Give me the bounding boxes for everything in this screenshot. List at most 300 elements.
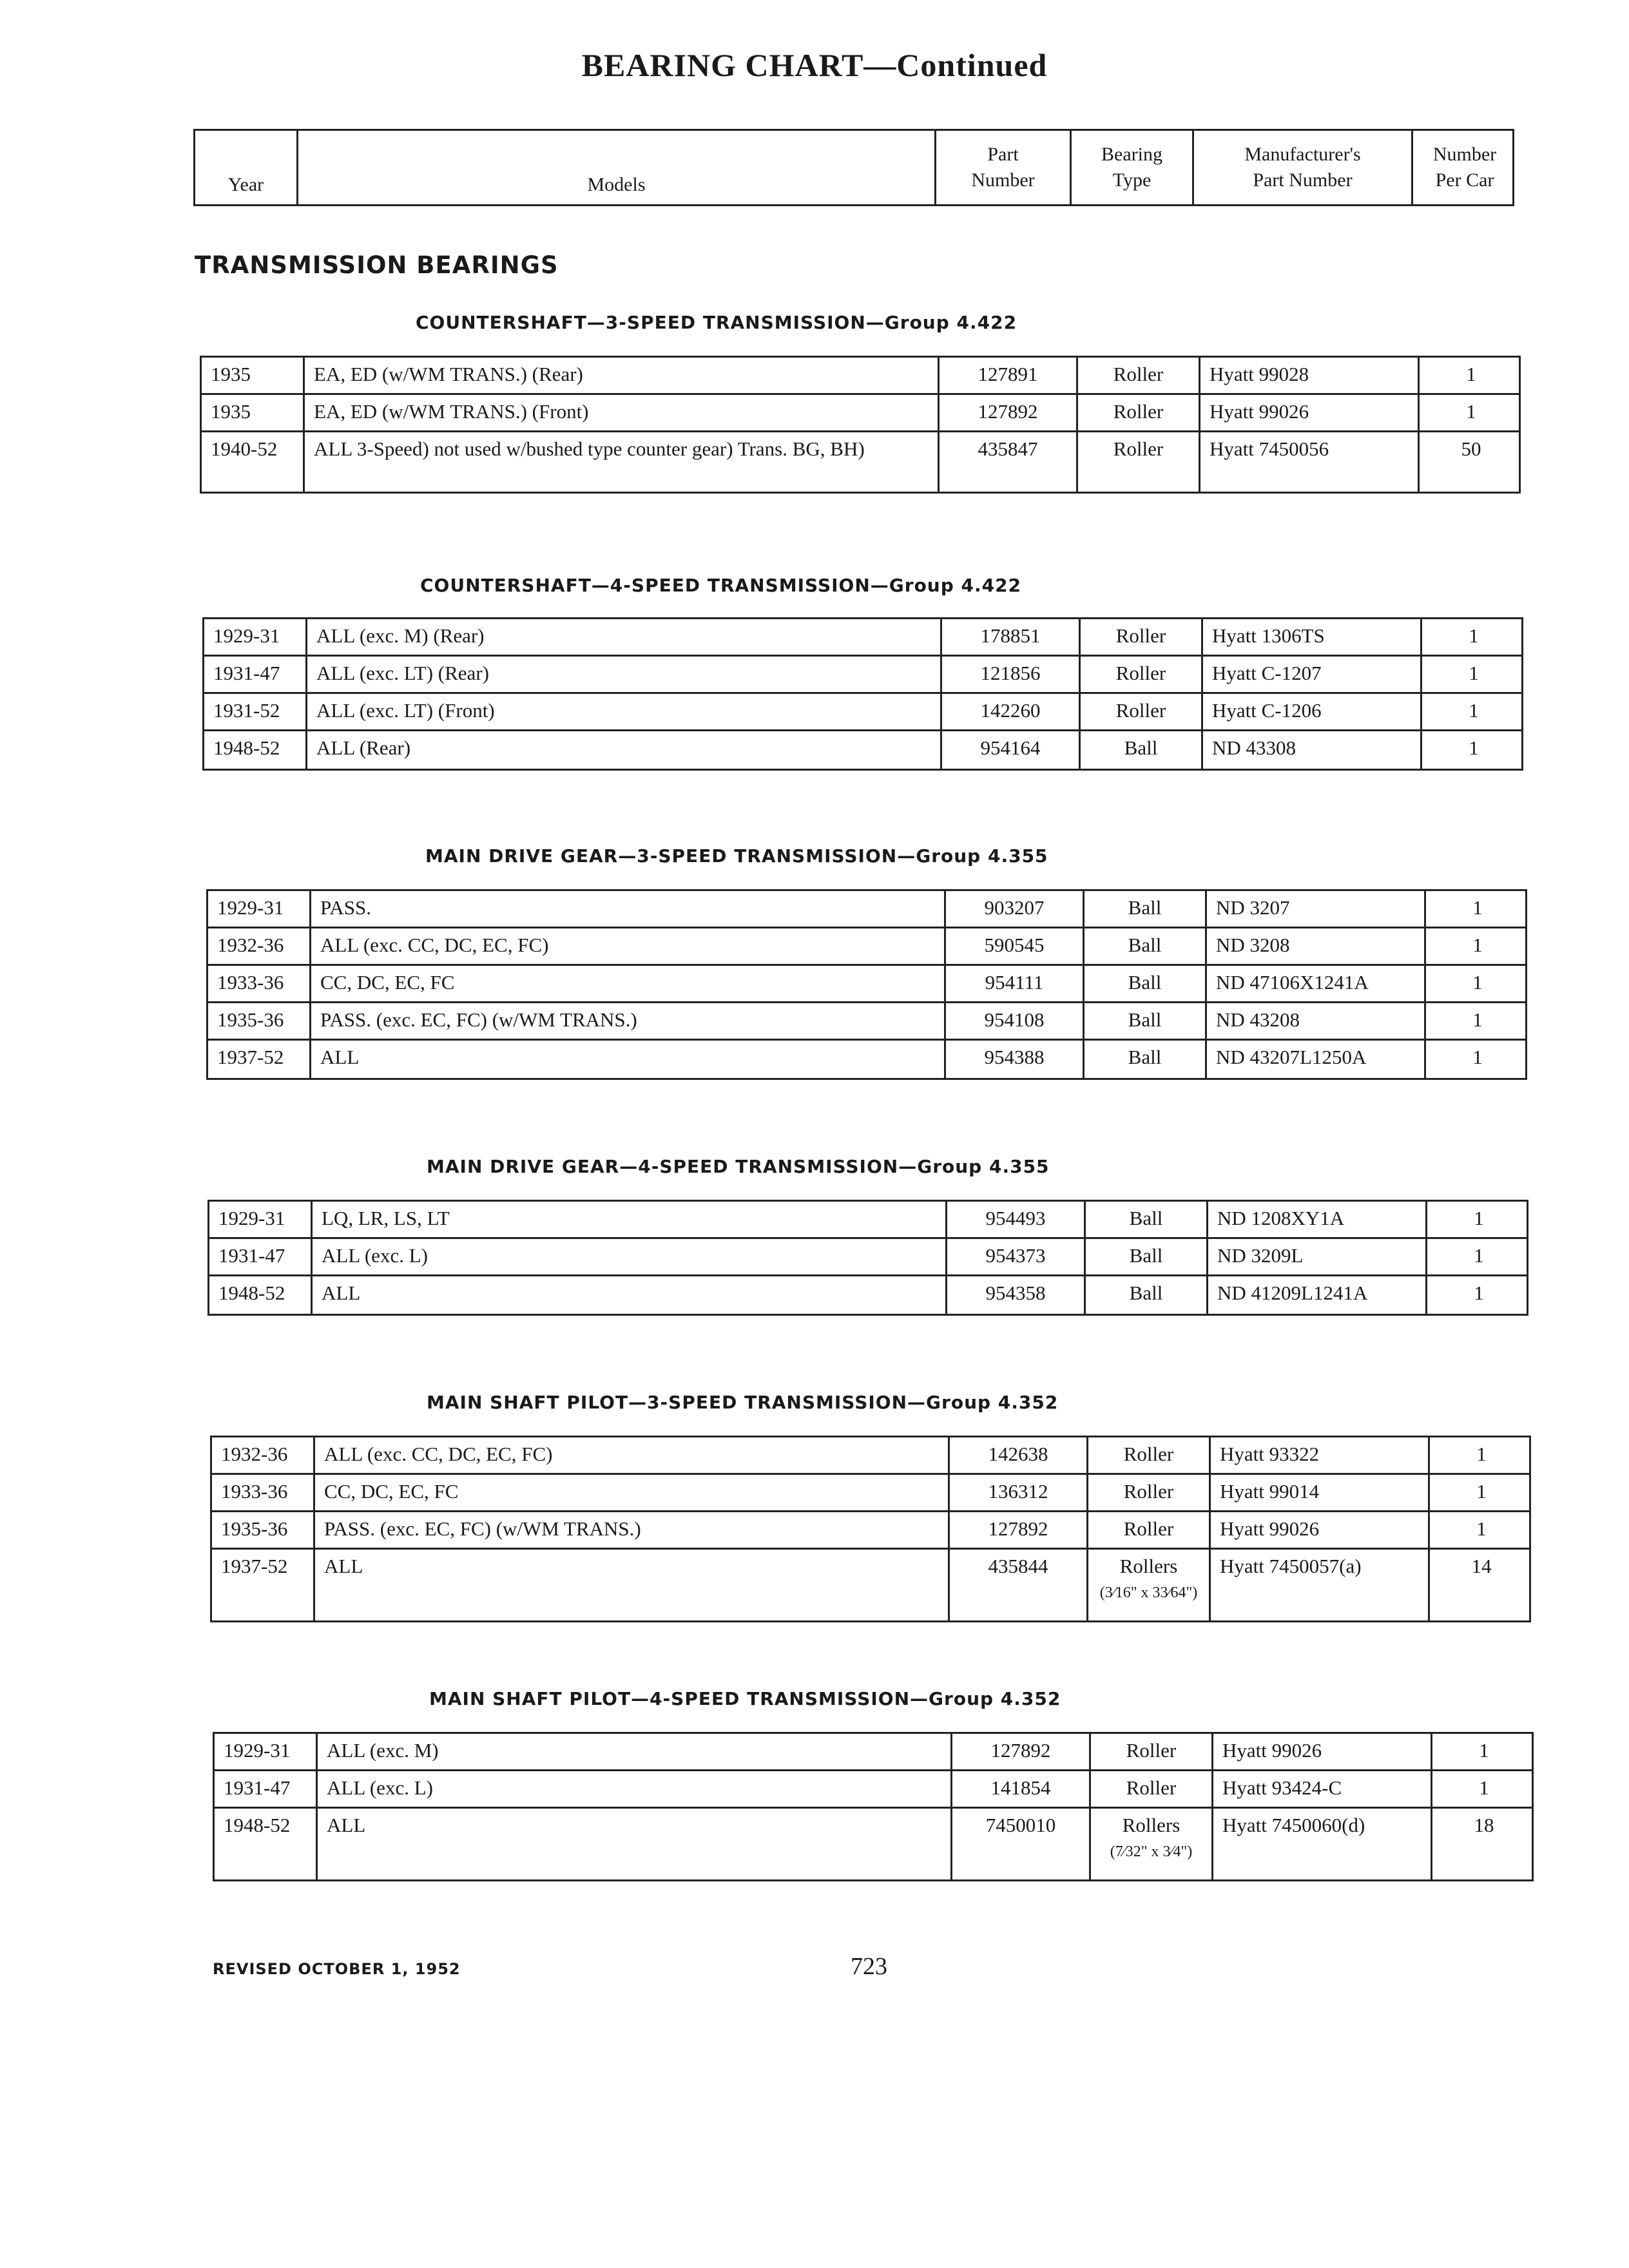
models-cell	[305, 432, 940, 492]
bearing-type-cell-text: Roller	[1126, 1776, 1177, 1799]
models-cell-text: LQ, LR, LS, LT	[322, 1207, 450, 1229]
mfr-part-number-cell	[1200, 395, 1420, 430]
models-cell-text: ALL (exc. CC, DC, EC, FC)	[324, 1443, 553, 1465]
bearing-type-cell-text: Roller	[1115, 662, 1166, 684]
part-number-cell	[952, 1734, 1091, 1769]
group-title: MAIN DRIVE GEAR—3-SPEED TRANSMISSION—Group 4.355	[425, 845, 1048, 867]
bearing-type-cell	[1088, 1475, 1211, 1510]
part-number-cell-text: 903207	[984, 896, 1045, 919]
header-models: Models	[298, 131, 936, 204]
models-cell	[311, 891, 946, 927]
table-row	[215, 1809, 1532, 1879]
number-per-car-cell	[1432, 1734, 1536, 1769]
models-cell-text: PASS. (exc. EC, FC) (w/WM TRANS.)	[320, 1008, 637, 1031]
number-per-car-cell-text: 18	[1474, 1814, 1494, 1836]
models-cell-text: CC, DC, EC, FC	[324, 1480, 459, 1503]
mfr-part-number-cell	[1211, 1437, 1430, 1473]
models-cell-text: CC, DC, EC, FC	[320, 971, 455, 994]
year-cell-text: 1931-52	[213, 699, 280, 722]
mfr-part-number-cell-text: Hyatt C-1207	[1212, 662, 1322, 684]
header-bearing-type: Bearing Type	[1072, 131, 1194, 204]
models-cell-text: PASS.	[320, 896, 372, 919]
year-cell	[208, 966, 311, 1001]
table-row	[215, 1771, 1532, 1809]
bearing-type-cell	[1086, 1202, 1208, 1237]
part-number-cell-text: 127891	[978, 363, 1038, 385]
mfr-part-number-cell-text: ND 3207	[1216, 896, 1290, 919]
section-title: TRANSMISSION BEARINGS	[195, 251, 559, 279]
mfr-part-number-cell-text: Hyatt 99026	[1210, 400, 1309, 423]
number-per-car-cell-text: 1	[1472, 896, 1483, 919]
mfr-part-number-cell	[1211, 1550, 1430, 1620]
table-row	[202, 432, 1519, 492]
bearing-type-cell	[1084, 966, 1207, 1001]
part-number-cell	[947, 1276, 1086, 1314]
models-cell	[318, 1734, 952, 1769]
bearing-type-cell-text: Ball	[1129, 1244, 1163, 1267]
models-cell-text: EA, ED (w/WM TRANS.) (Front)	[314, 400, 589, 423]
models-cell-text: ALL	[320, 1046, 360, 1068]
year-cell-text: 1935	[211, 363, 251, 385]
year-cell	[212, 1475, 315, 1510]
bearing-type-cell	[1084, 1003, 1207, 1039]
table-row	[208, 891, 1525, 928]
number-per-car-cell	[1420, 395, 1523, 430]
number-per-car-cell	[1427, 1239, 1530, 1274]
year-cell	[209, 1239, 313, 1274]
number-per-car-cell	[1420, 358, 1523, 393]
models-cell	[313, 1239, 947, 1274]
models-cell-text: ALL	[327, 1814, 366, 1836]
models-cell-text: ALL 3-Speed) not used w/bushed type counter gear) Trans. BG, BH)	[314, 437, 865, 460]
bearing-table	[202, 617, 1523, 771]
models-cell-text: ALL (exc. M) (Rear)	[316, 624, 485, 647]
models-cell	[305, 395, 940, 430]
number-per-car-cell-text: 1	[1476, 1480, 1487, 1503]
part-number-cell	[940, 432, 1078, 492]
bearing-table	[210, 1436, 1531, 1622]
mfr-part-number-cell	[1207, 966, 1426, 1001]
number-per-car-cell-text: 1	[1469, 624, 1479, 647]
part-number-cell-text: 127892	[988, 1517, 1048, 1540]
table-row	[212, 1437, 1529, 1475]
number-per-car-cell	[1426, 1003, 1529, 1039]
year-cell-text: 1929-31	[218, 1207, 285, 1229]
models-cell	[313, 1202, 947, 1237]
year-cell-text: 1948-52	[224, 1814, 291, 1836]
mfr-part-number-cell-text: ND 3208	[1216, 934, 1290, 956]
number-per-car-cell	[1427, 1202, 1530, 1237]
year-cell-text: 1935	[211, 400, 251, 423]
part-number-cell-text: 954373	[985, 1244, 1046, 1267]
bearing-type-cell	[1081, 657, 1203, 692]
year-cell	[212, 1512, 315, 1548]
part-number-cell-text: 7450010	[985, 1814, 1056, 1836]
year-cell	[204, 694, 307, 729]
bearing-type-cell-text: Roller	[1115, 624, 1166, 647]
models-cell	[318, 1771, 952, 1807]
number-per-car-cell	[1426, 966, 1529, 1001]
bearing-type-cell-text: Roller	[1113, 437, 1164, 460]
models-cell	[318, 1809, 952, 1879]
part-number-cell	[940, 358, 1078, 393]
roller-size-note: (7⁄32" x 3⁄4")	[1110, 1843, 1193, 1860]
number-per-car-cell	[1426, 928, 1529, 964]
models-cell	[315, 1550, 950, 1620]
models-cell	[311, 1041, 946, 1078]
year-cell-text: 1948-52	[218, 1282, 285, 1304]
bearing-type-cell	[1088, 1550, 1211, 1620]
number-per-car-cell	[1422, 657, 1525, 692]
bearing-type-cell	[1081, 694, 1203, 729]
bearing-type-cell	[1091, 1809, 1213, 1879]
mfr-part-number-cell-text: ND 1208XY1A	[1217, 1207, 1345, 1229]
models-cell	[315, 1437, 950, 1473]
models-cell	[311, 966, 946, 1001]
part-number-cell-text: 142638	[988, 1443, 1048, 1465]
mfr-part-number-cell-text: ND 43207L1250A	[1216, 1046, 1367, 1068]
models-cell-text: ALL (exc. CC, DC, EC, FC)	[320, 934, 549, 956]
mfr-part-number-cell	[1208, 1276, 1427, 1314]
part-number-cell	[947, 1239, 1086, 1274]
mfr-part-number-cell	[1211, 1512, 1430, 1548]
models-cell	[307, 657, 942, 692]
year-cell-text: 1937-52	[217, 1046, 284, 1068]
year-cell-text: 1933-36	[221, 1480, 288, 1503]
mfr-part-number-cell-text: Hyatt 99014	[1220, 1480, 1320, 1503]
year-cell	[204, 619, 307, 655]
table-row	[208, 1041, 1525, 1078]
number-per-car-cell	[1422, 619, 1525, 655]
bearing-type-cell-text: Roller	[1115, 699, 1166, 722]
year-cell	[212, 1550, 315, 1620]
number-per-car-cell-text: 1	[1474, 1244, 1484, 1267]
part-number-cell-text: 136312	[988, 1480, 1048, 1503]
part-number-cell-text: 954493	[985, 1207, 1046, 1229]
mfr-part-number-cell-text: ND 41209L1241A	[1217, 1282, 1368, 1304]
number-per-car-cell	[1420, 432, 1523, 492]
part-number-cell-text: 954108	[984, 1008, 1045, 1031]
mfr-part-number-cell	[1207, 1003, 1426, 1039]
bearing-type-cell	[1078, 432, 1200, 492]
number-per-car-cell-text: 1	[1476, 1517, 1487, 1540]
bearing-type-cell	[1091, 1734, 1213, 1769]
number-per-car-cell-text: 1	[1472, 1008, 1483, 1031]
part-number-cell-text: 954164	[980, 736, 1041, 759]
bearing-type-cell-text: Ball	[1124, 736, 1158, 759]
year-cell	[202, 432, 305, 492]
number-per-car-cell-text: 1	[1476, 1443, 1487, 1465]
year-cell	[204, 657, 307, 692]
models-cell-text: ALL (exc. LT) (Rear)	[316, 662, 489, 684]
part-number-cell	[947, 1202, 1086, 1237]
models-cell	[307, 694, 942, 729]
number-per-car-cell-text: 1	[1466, 363, 1476, 385]
bearing-type-cell-text: Roller	[1126, 1739, 1177, 1762]
table-row	[202, 395, 1519, 432]
year-cell-text: 1931-47	[218, 1244, 285, 1267]
bearing-type-cell	[1078, 358, 1200, 393]
header-number-per-car: Number Per Car	[1432, 144, 1497, 191]
year-cell	[202, 358, 305, 393]
year-cell	[208, 928, 311, 964]
year-cell-text: 1935-36	[221, 1517, 288, 1540]
bearing-type-cell	[1084, 1041, 1207, 1078]
mfr-part-number-cell	[1203, 657, 1422, 692]
year-cell	[215, 1771, 318, 1807]
models-cell-text: ALL (Rear)	[316, 736, 411, 759]
number-per-car-cell	[1430, 1437, 1533, 1473]
number-per-car-cell-text: 1	[1469, 662, 1479, 684]
mfr-part-number-cell	[1200, 358, 1420, 393]
number-per-car-cell-text: 1	[1472, 971, 1483, 994]
mfr-part-number-cell	[1207, 1041, 1426, 1078]
part-number-cell	[942, 619, 1081, 655]
bearing-type-cell-text: Ball	[1128, 1046, 1162, 1068]
bearing-type-cell-text: Roller	[1113, 400, 1164, 423]
part-number-cell	[942, 694, 1081, 729]
table-row	[208, 1003, 1525, 1041]
bearing-table	[206, 889, 1527, 1080]
mfr-part-number-cell-text: Hyatt 93322	[1220, 1443, 1320, 1465]
mfr-part-number-cell-text: Hyatt 7450060(d)	[1222, 1814, 1365, 1836]
models-cell	[307, 731, 942, 769]
bearing-type-cell	[1078, 395, 1200, 430]
mfr-part-number-cell	[1207, 928, 1426, 964]
part-number-cell-text: 127892	[990, 1739, 1051, 1762]
bearing-type-cell-text: Ball	[1128, 971, 1162, 994]
mfr-part-number-cell-text: Hyatt 99028	[1210, 363, 1309, 385]
group-title: COUNTERSHAFT—4-SPEED TRANSMISSION—Group 4.422	[420, 575, 1022, 596]
number-per-car-cell-text: 1	[1469, 699, 1479, 722]
part-number-cell	[946, 1003, 1084, 1039]
table-row	[209, 1276, 1527, 1314]
number-per-car-cell-text: 1	[1469, 736, 1479, 759]
year-cell-text: 1931-47	[213, 662, 280, 684]
models-cell	[311, 1003, 946, 1039]
part-number-cell-text: 178851	[980, 624, 1041, 647]
bearing-type-cell	[1086, 1276, 1208, 1314]
year-cell-text: 1932-36	[217, 934, 284, 956]
year-cell	[209, 1276, 313, 1314]
mfr-part-number-cell-text: Hyatt C-1206	[1212, 699, 1322, 722]
bearing-table	[207, 1200, 1528, 1316]
bearing-type-cell-text: Ball	[1128, 896, 1162, 919]
part-number-cell-text: 142260	[980, 699, 1041, 722]
group-title: MAIN SHAFT PILOT—3-SPEED TRANSMISSION—Group 4.352	[427, 1392, 1059, 1413]
part-number-cell-text: 141854	[990, 1776, 1051, 1799]
part-number-cell-text: 127892	[978, 400, 1038, 423]
part-number-cell	[946, 891, 1084, 927]
year-cell	[208, 891, 311, 927]
number-per-car-cell	[1430, 1550, 1533, 1620]
bearing-type-cell-text: Roller	[1123, 1517, 1174, 1540]
number-per-car-cell	[1432, 1809, 1536, 1879]
part-number-cell-text: 590545	[984, 934, 1045, 956]
bearing-type-cell	[1084, 928, 1207, 964]
mfr-part-number-cell-text: ND 43308	[1212, 736, 1296, 759]
part-number-cell-text: 954358	[985, 1282, 1046, 1304]
table-row	[202, 358, 1519, 395]
year-cell	[202, 395, 305, 430]
number-per-car-cell-text: 1	[1474, 1207, 1484, 1229]
bearing-type-cell	[1081, 619, 1203, 655]
year-cell-text: 1931-47	[224, 1776, 291, 1799]
models-cell-text: EA, ED (w/WM TRANS.) (Rear)	[314, 363, 583, 385]
table-row	[215, 1734, 1532, 1771]
bearing-type-cell	[1084, 891, 1207, 927]
part-number-cell	[940, 395, 1078, 430]
part-number-cell	[942, 657, 1081, 692]
models-cell	[311, 928, 946, 964]
header-year: Year	[195, 131, 298, 204]
number-per-car-cell	[1426, 891, 1529, 927]
part-number-cell-text: 954111	[985, 971, 1044, 994]
mfr-part-number-cell	[1203, 731, 1422, 769]
mfr-part-number-cell	[1211, 1475, 1430, 1510]
mfr-part-number-cell-text: Hyatt 99026	[1220, 1517, 1320, 1540]
models-cell-text: ALL (exc. L)	[322, 1244, 428, 1267]
mfr-part-number-cell	[1213, 1771, 1432, 1807]
number-per-car-cell-text: 50	[1461, 437, 1481, 460]
year-cell	[204, 731, 307, 769]
models-cell	[313, 1276, 947, 1314]
table-row	[204, 619, 1521, 657]
bearing-type-cell-text: Ball	[1128, 1008, 1162, 1031]
column-header-table	[193, 129, 1514, 206]
header-mfr-part-number: Manufacturer's Part Number	[1194, 131, 1413, 204]
mfr-part-number-cell-text: ND 3209L	[1217, 1244, 1304, 1267]
part-number-cell	[950, 1437, 1088, 1473]
year-cell-text: 1940-52	[211, 437, 278, 460]
number-per-car-cell	[1422, 694, 1525, 729]
bearing-type-cell-text: Roller	[1123, 1443, 1174, 1465]
year-cell-text: 1929-31	[224, 1739, 291, 1762]
year-cell	[215, 1809, 318, 1879]
table-row	[208, 966, 1525, 1003]
table-row	[204, 731, 1521, 769]
year-cell-text: 1929-31	[213, 624, 280, 647]
year-cell-text: 1937-52	[221, 1555, 288, 1577]
mfr-part-number-cell	[1213, 1809, 1432, 1879]
revised-date: REVISED OCTOBER 1, 1952	[213, 1960, 461, 1978]
number-per-car-cell-text: 1	[1474, 1282, 1484, 1304]
mfr-part-number-cell	[1207, 891, 1426, 927]
mfr-part-number-cell	[1203, 619, 1422, 655]
page-number: 723	[851, 1953, 887, 1980]
mfr-part-number-cell	[1213, 1734, 1432, 1769]
bearing-type-cell-text: Ball	[1129, 1207, 1163, 1229]
part-number-cell-text: 121856	[980, 662, 1041, 684]
group-title: MAIN DRIVE GEAR—4-SPEED TRANSMISSION—Group 4.355	[427, 1156, 1050, 1177]
part-number-cell	[946, 928, 1084, 964]
year-cell	[208, 1041, 311, 1078]
year-cell-text: 1933-36	[217, 971, 284, 994]
number-per-car-cell	[1430, 1475, 1533, 1510]
number-per-car-cell-text: 1	[1466, 400, 1476, 423]
models-cell	[315, 1512, 950, 1548]
models-cell-text: ALL	[322, 1282, 361, 1304]
bearing-type-cell	[1088, 1437, 1211, 1473]
mfr-part-number-cell-text: Hyatt 1306TS	[1212, 624, 1325, 647]
models-cell-text: ALL (exc. L)	[327, 1776, 433, 1799]
number-per-car-cell	[1426, 1041, 1529, 1078]
models-cell-text: ALL (exc. M)	[327, 1739, 439, 1762]
number-per-car-cell-text: 1	[1479, 1739, 1489, 1762]
part-number-cell-text: 435847	[978, 437, 1038, 460]
number-per-car-cell-text: 1	[1472, 1046, 1483, 1068]
bearing-type-cell-text: Rollers	[1119, 1555, 1178, 1577]
bearing-type-cell-text: Rollers	[1122, 1814, 1181, 1836]
table-row	[204, 657, 1521, 694]
bearing-type-cell-text: Roller	[1123, 1480, 1174, 1503]
mfr-part-number-cell-text: ND 43208	[1216, 1008, 1300, 1031]
year-cell-text: 1935-36	[217, 1008, 284, 1031]
year-cell-text: 1932-36	[221, 1443, 288, 1465]
part-number-cell	[946, 1041, 1084, 1078]
mfr-part-number-cell-text: Hyatt 99026	[1222, 1739, 1322, 1762]
number-per-car-cell	[1432, 1771, 1536, 1807]
mfr-part-number-cell-text: Hyatt 7450057(a)	[1220, 1555, 1362, 1577]
part-number-cell	[950, 1512, 1088, 1548]
mfr-part-number-cell-text: ND 47106X1241A	[1216, 971, 1369, 994]
number-per-car-cell-text: 1	[1472, 934, 1483, 956]
models-cell-text: ALL	[324, 1555, 363, 1577]
part-number-cell-text: 954388	[984, 1046, 1045, 1068]
models-cell-text: ALL (exc. LT) (Front)	[316, 699, 495, 722]
models-cell	[305, 358, 940, 393]
mfr-part-number-cell	[1208, 1239, 1427, 1274]
bearing-type-cell	[1086, 1239, 1208, 1274]
part-number-cell	[946, 966, 1084, 1001]
table-row	[212, 1475, 1529, 1512]
group-title: MAIN SHAFT PILOT—4-SPEED TRANSMISSION—Group 4.352	[429, 1688, 1061, 1709]
year-cell-text: 1948-52	[213, 736, 280, 759]
table-row	[212, 1512, 1529, 1550]
year-cell	[215, 1734, 318, 1769]
table-row	[209, 1239, 1527, 1276]
page-title: BEARING CHART—Continued	[581, 47, 1048, 83]
year-cell-text: 1929-31	[217, 896, 284, 919]
bearing-type-cell-text: Ball	[1128, 934, 1162, 956]
table-row	[212, 1550, 1529, 1620]
part-number-cell	[942, 731, 1081, 769]
part-number-cell-text: 435844	[988, 1555, 1048, 1577]
models-cell	[315, 1475, 950, 1510]
bearing-table	[213, 1732, 1534, 1881]
mfr-part-number-cell-text: Hyatt 93424-C	[1222, 1776, 1342, 1799]
table-row	[208, 928, 1525, 966]
bearing-type-cell-text: Roller	[1113, 363, 1164, 385]
part-number-cell	[952, 1771, 1091, 1807]
bearing-table	[200, 356, 1521, 494]
year-cell	[212, 1437, 315, 1473]
bearing-type-cell-text: Ball	[1129, 1282, 1163, 1304]
number-per-car-cell	[1427, 1276, 1530, 1314]
part-number-cell	[950, 1550, 1088, 1620]
bearing-type-cell	[1091, 1771, 1213, 1807]
models-cell-text: PASS. (exc. EC, FC) (w/WM TRANS.)	[324, 1517, 641, 1540]
year-cell	[208, 1003, 311, 1039]
number-per-car-cell-text: 14	[1471, 1555, 1492, 1577]
year-cell	[209, 1202, 313, 1237]
bearing-type-cell	[1088, 1512, 1211, 1548]
table-row	[204, 694, 1521, 731]
number-per-car-cell	[1430, 1512, 1533, 1548]
roller-size-note: (3⁄16" x 33⁄64")	[1099, 1584, 1198, 1601]
number-per-car-cell	[1422, 731, 1525, 769]
bearing-type-cell	[1081, 731, 1203, 769]
